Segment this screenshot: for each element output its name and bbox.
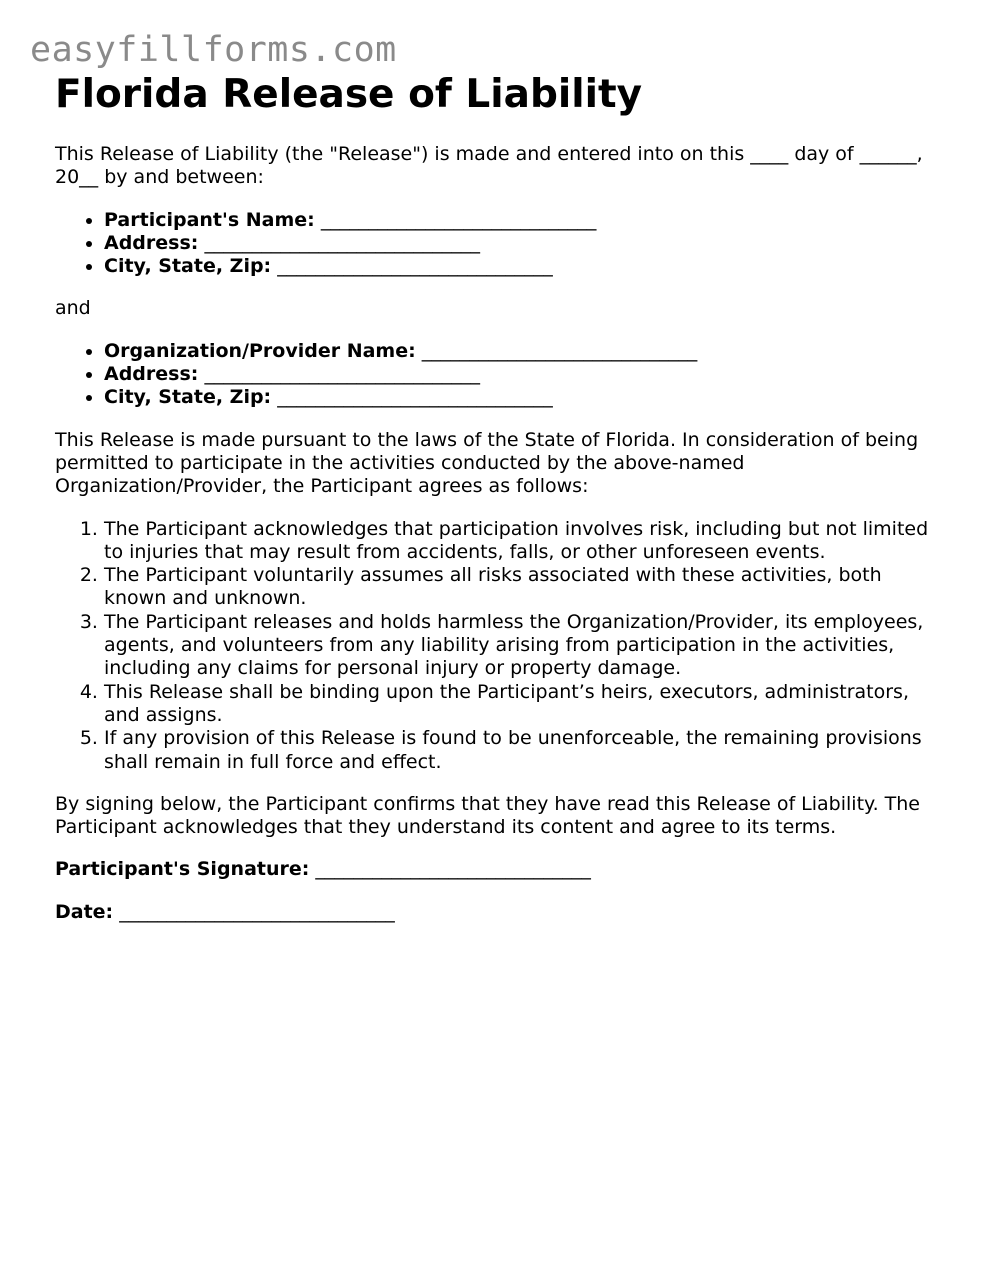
term-item: 2. The Participant voluntarily assumes all risks associated with these activities, both known and unknown.	[104, 564, 945, 611]
field-blank: _____________________________	[421, 339, 698, 362]
field-label: City, State, Zip:	[104, 386, 272, 409]
signature-blank: _____________________________	[315, 858, 591, 881]
term-item: 5. If any provision of this Release is found to be unenforceable, the remaining provisions shall remain in full force and effect.	[104, 727, 945, 774]
field-label: Address:	[104, 231, 199, 254]
acknowledgement-paragraph: By signing below, the Participant confirms that they have read this Release of Liability. The Participant acknowledges that they understand its content and agree to its terms.	[55, 792, 920, 839]
signature-line	[55, 858, 945, 881]
document	[55, 72, 945, 924]
field-blank: _____________________________	[204, 231, 480, 254]
term-item: 4. This Release shall be binding upon the Participant’s heirs, executors, administrators, and assigns.	[104, 681, 945, 728]
field-blank: _____________________________	[277, 386, 553, 409]
watermark: easyfillforms.com	[30, 30, 397, 70]
organization-fields	[55, 340, 945, 410]
date-label: Date:	[55, 900, 114, 923]
field-blank: _____________________________	[277, 255, 553, 278]
field-label: Organization/Provider Name:	[104, 339, 416, 362]
participant-city-state-zip-field	[104, 255, 945, 278]
organization-city-state-zip-field	[104, 386, 945, 409]
participant-address-field	[104, 232, 945, 255]
signature-label: Participant's Signature:	[55, 858, 310, 881]
field-label: Address:	[104, 363, 199, 386]
date-line	[55, 901, 945, 924]
date-blank: _____________________________	[119, 900, 395, 923]
term-item: 3. The Participant releases and holds harmless the Organization/Provider, its employees, agents, and volunteers from any liability arising from participation in the activities, including any claims for personal injury or property damage.	[104, 611, 945, 681]
field-blank: _____________________________	[204, 363, 480, 386]
organization-name-field	[104, 340, 945, 363]
consideration-paragraph: This Release is made pursuant to the laws of the State of Florida. In consideration of being permitted to participate in the activities conducted by the above-named Organization/Provider, the Participant agrees as follows:	[55, 428, 919, 498]
terms-list	[55, 518, 945, 774]
page-title: Florida Release of Liability	[55, 72, 643, 117]
field-blank: _____________________________	[320, 208, 597, 231]
field-label: Participant's Name:	[104, 208, 315, 231]
participant-fields	[55, 209, 945, 279]
term-item: 1. The Participant acknowledges that participation involves risk, including but not limited to injuries that may result from accidents, falls, or other unforeseen events.	[104, 518, 945, 565]
and-text: and	[55, 297, 91, 320]
organization-address-field	[104, 363, 945, 386]
intro-paragraph: This Release of Liability (the "Release") is made and entered into on this ____ day of ______, 20__ by and between:	[55, 143, 923, 189]
participant-name-field	[104, 209, 945, 232]
field-label: City, State, Zip:	[104, 255, 272, 278]
